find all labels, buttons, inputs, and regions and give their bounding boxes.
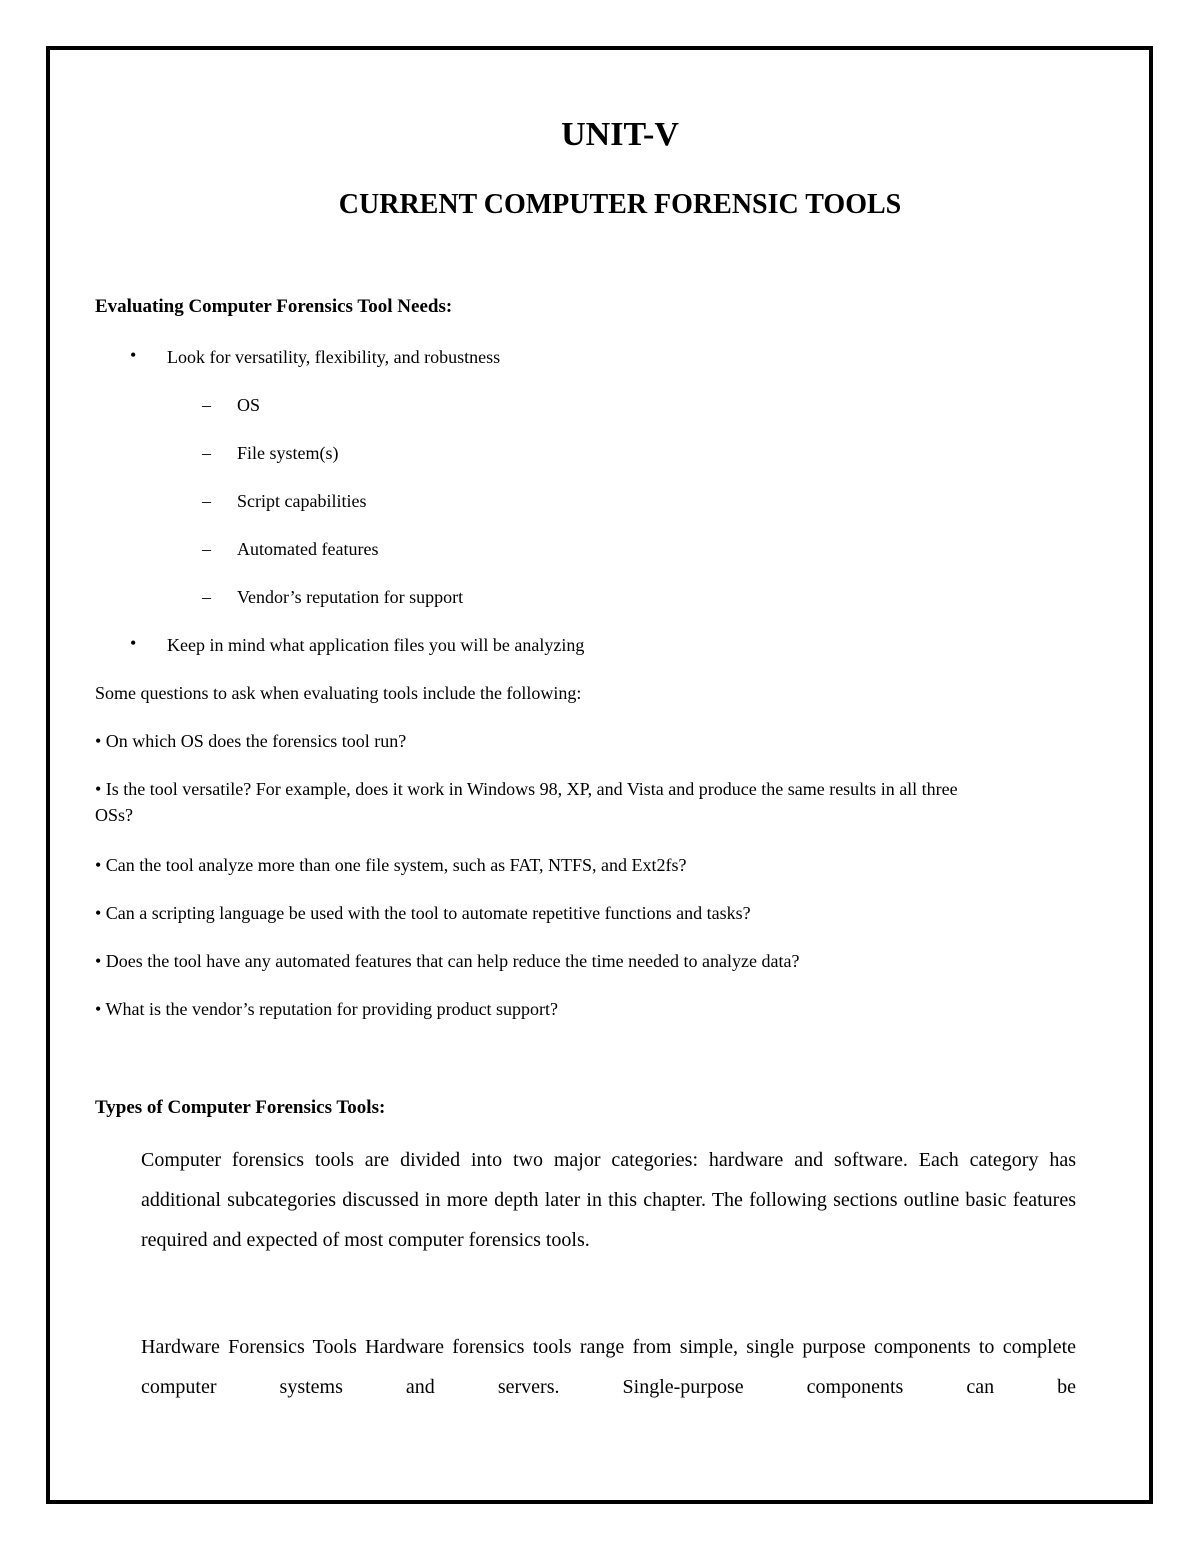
bullet-icon: • (130, 633, 137, 653)
sub-list-item: OS (237, 395, 261, 415)
section-heading-evaluating: Evaluating Computer Forensics Tool Needs: (95, 296, 453, 317)
sub-list-item: Vendor’s reputation for support (237, 587, 464, 607)
paragraph-categories: Computer forensics tools are divided into two major categories: hardware and software. Each category has additional subcategories discussed in more depth later in this chapter. The following sections outline basic features required and expected of most computer forensics tools. (141, 1149, 1076, 1251)
dash-icon: – (202, 443, 211, 463)
dash-icon: – (202, 587, 211, 607)
section-heading-types: Types of Computer Forensics Tools: (95, 1097, 386, 1118)
question-item: • Is the tool versatile? For example, does it work in Windows 98, XP, and Vista and produce the same results in all three (95, 779, 958, 799)
sub-list-item: File system(s) (237, 443, 339, 463)
dash-icon: – (202, 539, 211, 559)
question-item: • On which OS does the forensics tool run? (95, 731, 407, 751)
question-item-continuation: OSs? (95, 805, 134, 825)
page-border (46, 46, 1153, 1504)
sub-list-item: Script capabilities (237, 491, 367, 511)
list-item: Look for versatility, flexibility, and robustness (167, 347, 501, 367)
list-item: Keep in mind what application files you will be analyzing (167, 635, 585, 655)
question-item: • Can the tool analyze more than one file system, such as FAT, NTFS, and Ext2fs? (95, 855, 687, 875)
question-item: • Does the tool have any automated features that can help reduce the time needed to analyze data? (95, 951, 800, 971)
bullet-icon: • (130, 345, 137, 365)
dash-icon: – (202, 395, 211, 415)
dash-icon: – (202, 491, 211, 511)
sub-list-item: Automated features (237, 539, 379, 559)
questions-intro: Some questions to ask when evaluating tools include the following: (95, 683, 582, 703)
question-item: • What is the vendor’s reputation for providing product support? (95, 999, 559, 1019)
paragraph-hardware-tools: Hardware Forensics Tools Hardware forensics tools range from simple, single purpose components to complete computer systems and servers. Single-purpose components can be (141, 1336, 1076, 1398)
main-title: CURRENT COMPUTER FORENSIC TOOLS (338, 189, 902, 220)
unit-title: UNIT-V (561, 116, 679, 153)
question-item: • Can a scripting language be used with the tool to automate repetitive functions and tasks? (95, 903, 751, 923)
